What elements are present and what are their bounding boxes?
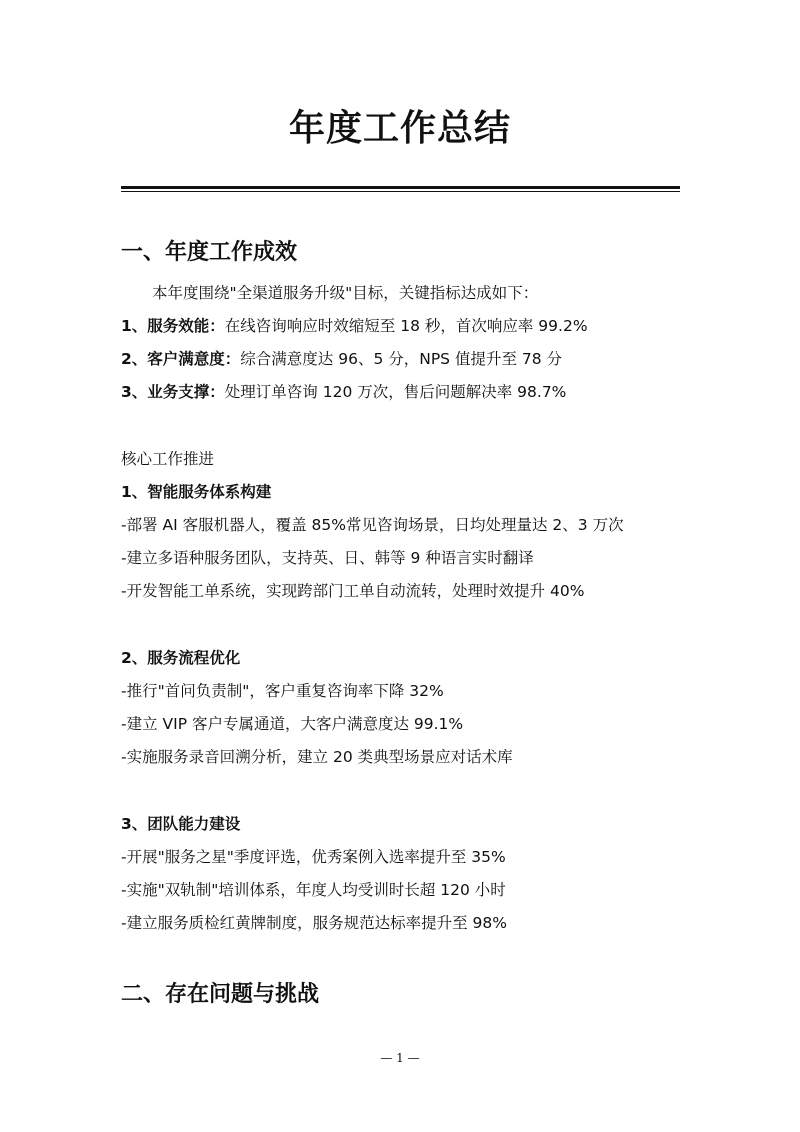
metric-text: 在线咨询响应时效缩短至 18 秒，首次响应率 99.2% bbox=[224, 317, 588, 335]
list-item: -建立多语种服务团队，支持英、日、韩等 9 种语言实时翻译 bbox=[121, 549, 534, 567]
group-title: 3、团队能力建设 bbox=[121, 815, 241, 833]
metric-line bbox=[121, 315, 588, 337]
page-number: — 1 — bbox=[380, 1051, 420, 1065]
section-intro: 本年度围绕"全渠道服务升级"目标，关键指标达成如下： bbox=[152, 284, 539, 302]
metric-line bbox=[121, 348, 562, 370]
list-item: -实施服务录音回溯分析，建立 20 类典型场景应对话术库 bbox=[121, 748, 513, 766]
list-item: -建立服务质检红黄牌制度，服务规范达标率提升至 98% bbox=[121, 914, 507, 932]
list-item: -开展"服务之星"季度评选，优秀案例入选率提升至 35% bbox=[121, 848, 506, 866]
group-title: 1、智能服务体系构建 bbox=[121, 483, 272, 501]
list-item: -推行"首问负责制"，客户重复咨询率下降 32% bbox=[121, 682, 444, 700]
metric-line bbox=[121, 381, 566, 403]
metric-text: 处理订单咨询 120 万次，售后问题解决率 98.7% bbox=[224, 383, 567, 401]
list-item: -建立 VIP 客户专属通道，大客户满意度达 99.1% bbox=[121, 715, 464, 733]
list-item: -开发智能工单系统，实现跨部门工单自动流转，处理时效提升 40% bbox=[121, 582, 585, 600]
subheading-core-work: 核心工作推进 bbox=[121, 450, 215, 468]
list-item: -部署 AI 客服机器人，覆盖 85%常见咨询场景，日均处理量达 2、3 万次 bbox=[121, 516, 624, 534]
section-heading-challenges: 二、存在问题与挑战 bbox=[121, 982, 320, 1007]
section-heading-results: 一、年度工作成效 bbox=[121, 240, 298, 265]
document-title: 年度工作总结 bbox=[288, 108, 511, 149]
metric-label: 2、客户满意度： bbox=[121, 350, 241, 368]
metric-label: 3、业务支撑： bbox=[121, 383, 225, 401]
metric-text: 综合满意度达 96、5 分，NPS 值提升至 78 分 bbox=[240, 350, 563, 368]
metric-label: 1、服务效能： bbox=[121, 317, 225, 335]
list-item: -实施"双轨制"培训体系，年度人均受训时长超 120 小时 bbox=[121, 881, 506, 899]
group-title: 2、服务流程优化 bbox=[121, 649, 241, 667]
title-divider-thin bbox=[121, 191, 680, 192]
title-divider-thick bbox=[121, 186, 680, 189]
